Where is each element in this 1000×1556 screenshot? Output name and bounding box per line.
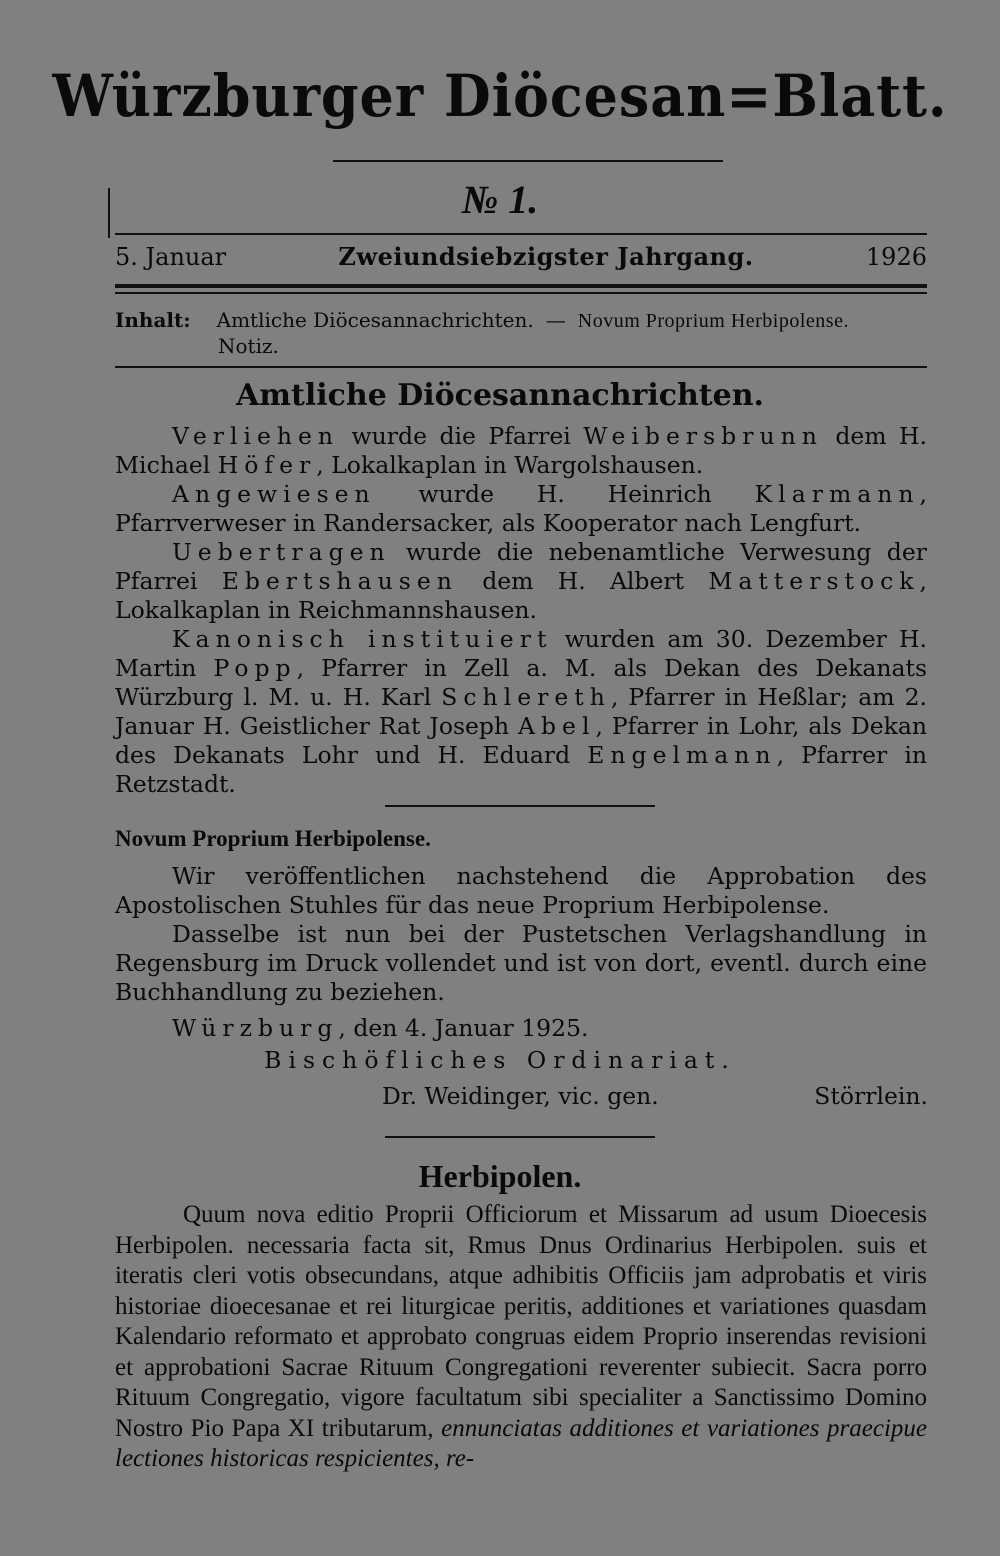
herbipolen-body [115,1200,927,1475]
table-of-contents [115,308,927,359]
signatures [382,1082,928,1110]
toc-item-novum: Novum Proprium Herbipolense. [577,310,849,332]
issue-number-text: № 1. [461,177,539,222]
toc-dash: — [545,308,566,332]
notice-name: Ebertshausen [221,567,458,595]
section-title-novum: Novum Proprium Herbipolense. [115,826,431,851]
notice-name: Weibersbrunn [583,422,823,450]
notice-text: wurde die nebenamtliche Verwesung der Pfarrei [115,538,927,595]
place-name: Würzburg [172,1014,339,1042]
novum-body [115,862,927,1007]
section-title-amtliche: Amtliche Diöcesannachrichten. [235,378,764,413]
notice-keyword: Angewiesen [172,480,376,508]
masthead-rule [333,160,723,162]
notice-uebertragen [115,538,927,625]
toc-label: Inhalt: [115,308,191,332]
notice-text: dem H. Michael [115,422,927,479]
notice-keyword: Kanonisch instituiert [172,625,553,653]
volume-label: Zweiundsiebzigster Jahrgang. [338,242,754,271]
notice-text: dem H. Albert [457,567,709,595]
notice-text: , Pfarrer in Lohr, als Dekan des Dekanats Lohr und H. Eduard [115,712,927,769]
notice-name: Abel [518,712,596,740]
notice-keyword: Uebertragen [172,538,391,566]
left-margin-mark [108,188,110,238]
dateline [115,242,927,271]
ordinariat-signature: Bischöfliches Ordinariat. [264,1046,736,1074]
notice-text: wurde die Pfarrei [339,422,584,450]
notice-text: wurde H. Heinrich [375,480,755,508]
masthead-title: Würzburger Diöcesan=Blatt. [52,62,948,130]
latin-text-italic: ennunciatas additiones et variationes praecipue lectiones historicas respicientes, re- [115,1414,927,1472]
dateline-rule-thick [115,284,927,288]
issue-date: 5. Januar [115,243,227,271]
signature-weidinger: Dr. Weidinger, vic. gen. [382,1082,659,1110]
signature-stoerrlein: Störrlein. [814,1082,928,1110]
notice-verliehen [115,422,927,480]
latin-text: Quum nova editio Proprii Officiorum et Missarum ad usum Dioecesis Herbipolen. necessaria facta sit, Rmus Dnus Ordinarius Herbipolen. suis et iteratis cleri votis obsecundans, atque adhibitis Officiis jam adprobatis et viris historiae dioecesanae et rei liturgicae peritis, additiones et variationes quasdam Kalendario reformato et approbato congruas eidem Proprio inserendas revisioni et approbationi Sacrae Rituum Congregationi reverenter subiecit. Sacra porro Rituum Congregatio, vigore facultatum sibi specialiter a Sanctissimo Domino Nostro Pio Papa XI tributarum, [115,1201,927,1442]
notice-name: Klarmann [754,480,920,508]
latin-paragraph [115,1200,927,1475]
notice-text: , Pfarrer in Heßlar; am 2. Januar H. Geistlicher Rat Joseph [115,683,927,740]
notice-name: Schlereth [441,683,611,711]
notice-text: , Pfarrer in Zell a. M. als Dekan des Dekanats Würzburg l. M. u. H. Karl [115,654,928,711]
toc-rule [115,366,927,368]
toc-item-amtliche: Amtliche Diöcesannachrichten. [216,308,534,332]
notice-text: , Pfarrer in Retzstadt. [115,741,927,798]
notice-text: , Pfarrverweser in Randersacker, als Kooperator nach Lengfurt. [115,480,927,537]
notice-text: wurden am 30. Dezember H. Martin [115,625,927,682]
amtliche-body [115,422,927,799]
place-date [172,1014,589,1042]
novum-paragraph: Wir veröffentlichen nachstehend die Approbation des Apostolischen Stuhles für das neue Proprium Herbipolense. [115,862,927,919]
notice-name: Matterstock [708,567,920,595]
herbipolen-rule [385,1136,655,1138]
novum-paragraph: Dasselbe ist nun bei der Pustetschen Verlagshandlung in Regensburg im Druck vollendet und ist von dort, eventl. durch eine Buchhandlung zu beziehen. [115,920,927,1006]
section-title-herbipolen: Herbipolen. [418,1158,582,1194]
notice-text: , Lokalkaplan in Wargolshausen. [316,451,704,479]
notice-name: Höfer [217,451,317,479]
notice-keyword: Verliehen [172,422,340,450]
dateline-rule-thin [115,292,927,294]
notice-text: , Lokalkaplan in Reichmannshausen. [115,567,927,624]
issue-number [0,176,1000,223]
notice-name: Popp [213,654,297,682]
issue-year: 1926 [865,243,927,271]
toc-item-notiz: Notiz. [218,334,279,358]
dateline-top-rule [115,233,927,235]
section-divider [385,805,655,807]
notice-angewiesen [115,480,927,538]
notice-kanonisch [115,625,927,799]
date-text: , den 4. Januar 1925. [338,1014,589,1042]
notice-name: Engelmann [587,741,777,769]
